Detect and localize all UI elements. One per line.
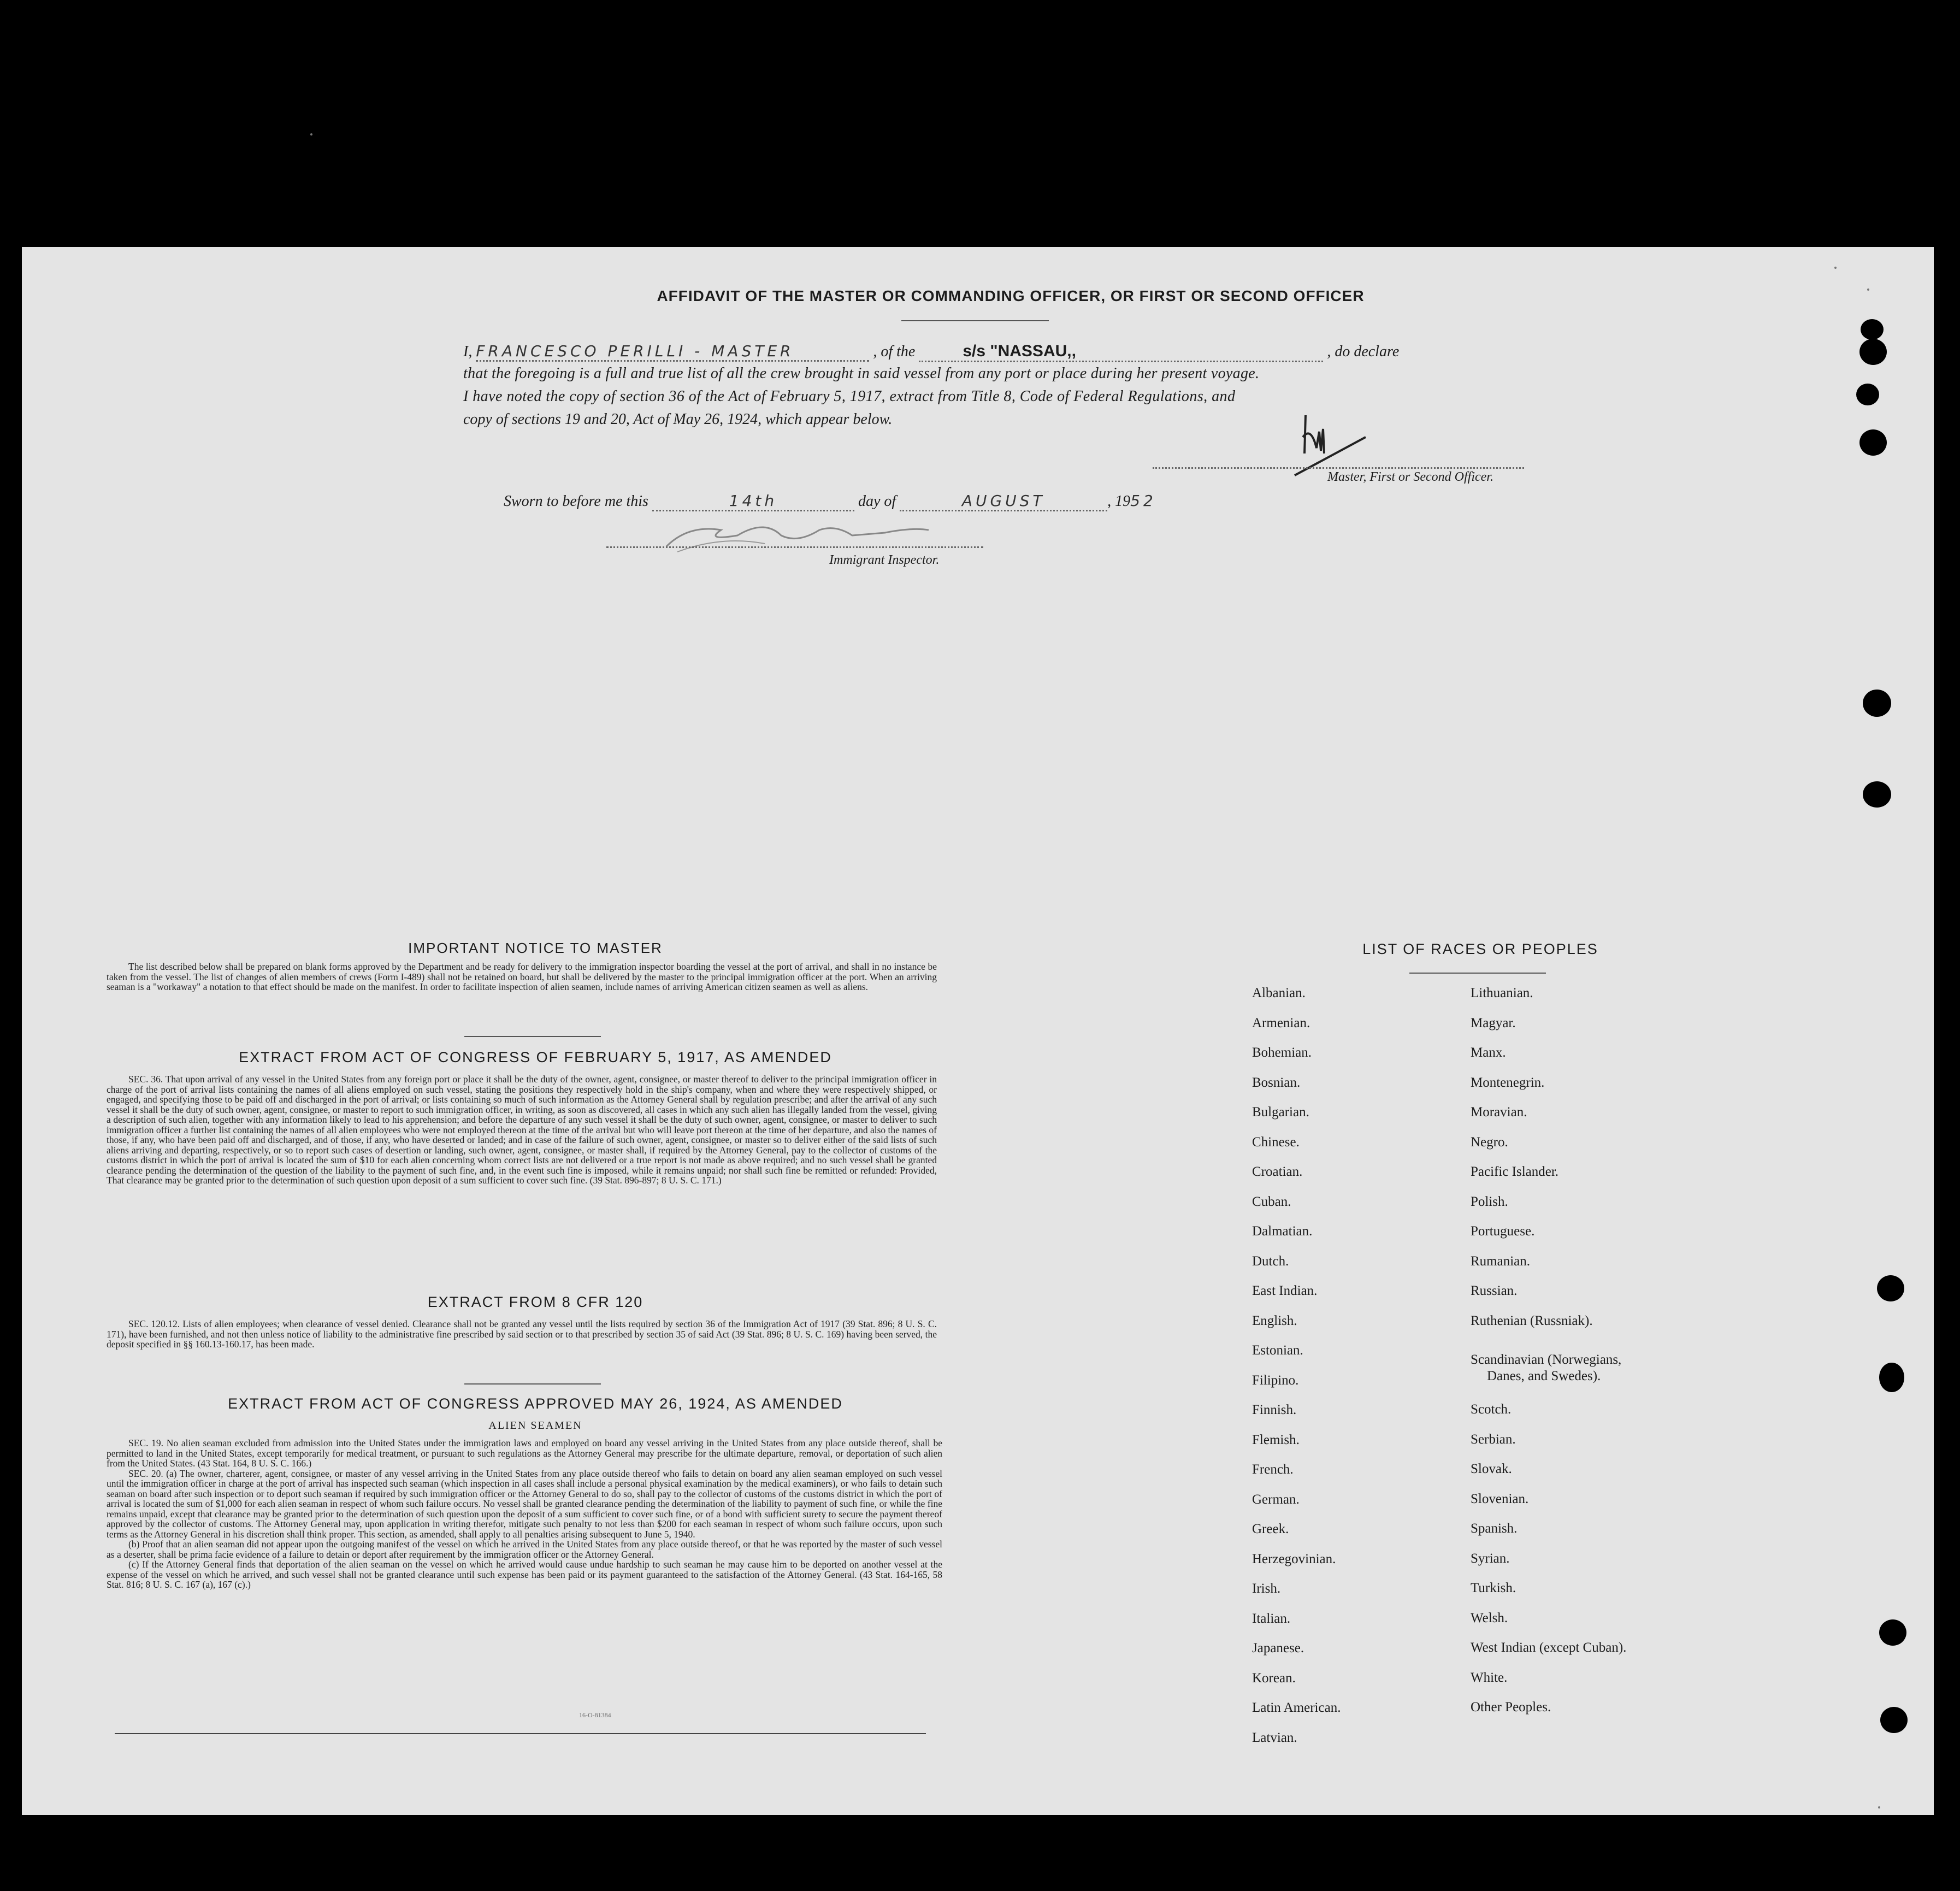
race-item: Filipino. — [1252, 1372, 1299, 1388]
race-item: Bohemian. — [1252, 1045, 1312, 1060]
declaration-line-2: that the foregoing is a full and true list of all the crew brought in said vessel from any port or place during her present voyage. — [463, 365, 1260, 382]
punch-hole — [1863, 781, 1891, 808]
scan-speck — [310, 133, 312, 136]
form-sheet — [22, 247, 1934, 1815]
race-item: Serbian. — [1471, 1431, 1516, 1447]
race-item: Polish. — [1471, 1194, 1508, 1209]
race-scandinavian-line2: Danes, and Swedes). — [1487, 1369, 1601, 1383]
notice-body — [107, 962, 937, 992]
extract2-rule — [464, 1383, 601, 1385]
of-the-label: , of the — [873, 343, 916, 360]
races-right-column-top — [1471, 986, 1593, 1343]
race-item: Manx. — [1471, 1045, 1506, 1060]
race-item: Montenegrin. — [1471, 1075, 1545, 1090]
extract3-sec19: SEC. 19. No alien seaman excluded from admission into the United States under the immigration laws and employed on board any vessel arriving in the United States from any place outside thereof, shall be permitted to land in the United States, except temporarily for medical treatment, or pursuant to such regulations as the Attorney General may prescribe for the ultimate departure, removal, or deportation of such alien from the United States. (43 Stat. 164, 8 U. S. C. 166.) — [107, 1438, 942, 1469]
vessel-name: s/s "NASSAU,, — [919, 342, 1323, 362]
race-item: Lithuanian. — [1471, 986, 1533, 1000]
race-item: Moravian. — [1471, 1105, 1527, 1120]
race-item: Japanese. — [1252, 1641, 1304, 1656]
race-item: Spanish. — [1471, 1521, 1518, 1536]
race-item: Herzegovinian. — [1252, 1551, 1336, 1566]
officer-caption: Master, First or Second Officer. — [1327, 470, 1493, 484]
title-rule — [901, 320, 1049, 321]
extract2-body — [107, 1319, 937, 1350]
sworn-label: Sworn to before me this — [504, 493, 648, 510]
race-item: Latin American. — [1252, 1700, 1341, 1715]
race-item: Finnish. — [1252, 1403, 1297, 1417]
extract2-title: EXTRACT FROM 8 CFR 120 — [427, 1294, 644, 1310]
race-item: Albanian. — [1252, 986, 1306, 1000]
race-item: Rumanian. — [1471, 1253, 1531, 1269]
scan-speck — [1834, 267, 1837, 269]
race-item: Cuban. — [1252, 1194, 1291, 1209]
extract3-subtitle: ALIEN SEAMEN — [488, 1419, 582, 1431]
races-scandinavian — [1471, 1352, 1621, 1385]
extract3-sec20c: (c) If the Attorney General finds that deportation of the alien seaman on the vessel on which he arrived would cause undue hardship to such seaman he may cause him to be deported on another vessel at the expense of the vessel on which he arrived, and such vessel shall not be granted clearance until such expense has been paid or its payment guaranteed to the satisfaction of the Attorney General. (43 Stat. 164-165, 58 Stat. 816; 8 U. S. C. 167 (a), 167 (c).) — [107, 1559, 942, 1590]
inspector-signature — [656, 514, 940, 557]
race-item: Latvian. — [1252, 1730, 1297, 1745]
race-item: East Indian. — [1252, 1283, 1318, 1298]
scan-speck — [1867, 288, 1869, 291]
extract3-sec20b: (b) Proof that an alien seaman did not appear upon the outgoing manifest of the vessel on which he arrived in the United States from any place outside thereof, or that he was reported by the master of such vessel as a deserter, shall be prima facie evidence of a failure to detain or deport after requirement by the immigration officer or the Attorney General. — [107, 1539, 942, 1560]
race-item: Slovenian. — [1471, 1491, 1529, 1506]
punch-hole — [1879, 1619, 1906, 1646]
scan-speck — [1878, 1806, 1880, 1808]
race-item: Welsh. — [1471, 1610, 1508, 1625]
race-item: Other Peoples. — [1471, 1700, 1551, 1715]
race-scandinavian-line1: Scandinavian (Norwegians, — [1471, 1352, 1622, 1367]
race-item: Scotch. — [1471, 1402, 1512, 1417]
race-item: Irish. — [1252, 1581, 1281, 1596]
race-item: Greek. — [1252, 1522, 1289, 1536]
race-item: Bosnian. — [1252, 1075, 1301, 1090]
extract1-text: SEC. 36. That upon arrival of any vessel in the United States from any foreign port or place it shall be the duty of the owner, agent, consignee, or master thereof to deliver to the principal immigration officer in charge of the port of arrival lists containing the names of all aliens employed on such vessel, stating the positions they respectively hold in the ship's company, when and where they were respectively shipped, or engaged, and specifying those to be paid off and discharged in the port of arrival; or lists containing so much of such information as the Attorney General shall by regulation prescribe; and after the arrival of any such vessel it shall be the duty of such owner, agent, consignee, or master to report to such immigration officer, in writing, as soon as discovered, all cases in which any such alien has illegally landed from the vessel, giving a description of such alien, together with any information likely to lead to his apprehension; and before the departure of any such vessel it shall be the duty of such owner, agent, consignee, or master to deliver to such immigration officer a further list containing the names of all alien employees who were not employed thereon at the time of the arrival but who will leave port thereon at the time of her departure, and also the names of those, if any, who have been paid off and discharged, and of those, if any, who have deserted or landed; and in case of the failure of such owner, agent, consignee, or master so to deliver either of the said lists of such aliens arriving and departing, respectively, or so to report such cases of desertion or landing, such owner, agent, consignee, or master shall, if required by the Attorney General, pay to the collector of customs of the customs district in which the port of arrival is located the sum of $10 for each alien concerning whom correct lists are not delivered or a true report is not made as above required; and no such vessel shall be granted clearance pending the determination of the question of the liability to the payment of such fine, and, in the event such fine is imposed, while it remains unpaid; nor shall such fine be remitted or refunded: Provided, That clearance may be granted prior to the determination of such question upon deposit of a sum sufficient to cover such fine. (39 Stat. 896-897; 8 U. S. C. 171.) — [107, 1074, 937, 1186]
day-of-label: day of — [858, 493, 896, 510]
bottom-rule — [115, 1733, 926, 1734]
punch-hole — [1880, 1707, 1908, 1733]
extract3-body — [107, 1438, 942, 1590]
punch-hole — [1859, 429, 1887, 456]
races-rule — [1409, 973, 1546, 974]
race-item: German. — [1252, 1492, 1300, 1507]
declaration-line-1 — [463, 342, 1528, 362]
race-item: Syrian. — [1471, 1551, 1510, 1566]
race-item: Pacific Islander. — [1471, 1164, 1559, 1179]
punch-hole — [1859, 339, 1887, 365]
race-item: Italian. — [1252, 1611, 1291, 1626]
race-item: Flemish. — [1252, 1432, 1300, 1447]
inspector-caption: Immigrant Inspector. — [829, 553, 940, 567]
declaration-line-4: copy of sections 19 and 20, Act of May 26, 1924, which appear below. — [463, 411, 893, 428]
notice-rule — [464, 1036, 601, 1037]
race-item: Russian. — [1471, 1283, 1518, 1298]
punch-hole — [1863, 690, 1891, 717]
race-item: Korean. — [1252, 1670, 1296, 1686]
races-left-column — [1252, 986, 1341, 1760]
punch-hole — [1877, 1275, 1904, 1301]
notice-text: The list described below shall be prepared on blank forms approved by the Department and be ready for delivery to the immigration inspector boarding the vessel at the port of arrival, and shall in no instance be taken from the vessel. The list of changes of alien members of crews (Form I-489) shall not be retained on board, but shall be delivered by the master to the principal immigration officer at the port. When an arriving seaman is a "workaway" a notation to that effect should be made on the manifest. In order to facilitate inspection of alien seamen, include names of arriving American citizen seamen as well as aliens. — [107, 961, 937, 992]
sworn-year: 52 — [1130, 492, 1156, 510]
extract1-title: EXTRACT FROM ACT OF CONGRESS OF FEBRUARY 5, 1917, AS AMENDED — [239, 1049, 832, 1065]
race-item: Bulgarian. — [1252, 1105, 1309, 1120]
declaration-line-3: I have noted the copy of section 36 of the Act of February 5, 1917, extract from Title 8, Code of Federal Regulations, and — [463, 388, 1236, 405]
race-item: Armenian. — [1252, 1015, 1310, 1030]
affidavit-title: AFFIDAVIT OF THE MASTER OR COMMANDING OFFICER, OR FIRST OR SECOND OFFICER — [657, 287, 1365, 304]
extract1-body — [107, 1074, 937, 1186]
i-label: I, — [463, 343, 473, 360]
races-title: LIST OF RACES OR PEOPLES — [1362, 941, 1598, 957]
race-item: Slovak. — [1471, 1462, 1512, 1476]
race-item: Chinese. — [1252, 1134, 1300, 1150]
race-item: West Indian (except Cuban). — [1471, 1640, 1627, 1655]
sworn-day: 14th — [652, 492, 854, 511]
extract3-title: EXTRACT FROM ACT OF CONGRESS APPROVED MAY 26, 1924, AS AMENDED — [228, 1395, 843, 1412]
declarant-name: FRANCESCO PERILLI - MASTER — [476, 342, 869, 362]
do-declare-label: , do declare — [1327, 343, 1400, 360]
race-item: Dalmatian. — [1252, 1224, 1313, 1239]
punch-hole — [1856, 384, 1879, 405]
sworn-line — [504, 492, 1156, 511]
race-item: Turkish. — [1471, 1581, 1516, 1595]
race-item: French. — [1252, 1462, 1294, 1477]
punch-hole — [1861, 319, 1884, 340]
race-item: English. — [1252, 1313, 1297, 1328]
print-mark: 16-O-81384 — [579, 1711, 611, 1719]
race-item: White. — [1471, 1670, 1508, 1685]
race-item: Portuguese. — [1471, 1224, 1535, 1239]
officer-signature-line — [1153, 467, 1524, 469]
year-prefix: , 19 — [1107, 493, 1131, 510]
sworn-month: AUGUST — [900, 492, 1107, 511]
race-item: Negro. — [1471, 1134, 1508, 1150]
extract3-sec20a: SEC. 20. (a) The owner, charterer, agent, consignee, or master of any vessel arriving in the United States from any place outside thereof who fails to detain on board any alien seaman employed on such vessel until the immigration officer in charge at the port of arrival has inspected such seaman (which inspection in all cases shall include a personal physical examination by the medical examiners), or who fails to detain such seaman on board after such inspection or to deport such seaman if required by such immigration officer or the Attorney General to do so, shall pay to the collector of customs of the customs district in which the port of arrival is located the sum of $1,000 for each alien seaman in respect of whom such failure occurs. No vessel shall be granted clearance pending the determination of the liability to payment of such fine, or while the fine remains unpaid, except that clearance may be granted prior to the determination of such question upon the deposit of a sum sufficient to cover such fine, or of a bond with sufficient surety to secure the payment thereof approved by the collector of customs. The Attorney General may, upon application in writing therefor, mitigate such penalty to not less than $200 for each seaman in respect of whom such failure occurs, upon such terms as the Attorney General in his discretion shall think proper. This section, as amended, shall apply to all penalties arising subsequent to June 5, 1940. — [107, 1468, 942, 1540]
punch-hole — [1879, 1363, 1904, 1392]
notice-title: IMPORTANT NOTICE TO MASTER — [408, 940, 663, 956]
extract2-text: SEC. 120.12. Lists of alien employees; when clearance of vessel denied. Clearance shall not be granted any vessel until the lists required by section 36 of the Immigration Act of 1917 (39 Stat. 896; 8 U. S. C. 171), have been furnished, and not then unless notice of liability to the administrative fine prescribed by said section or to that prescribed by section 35 of said Act (39 Stat. 896; 8 U. S. C. 169) having been served, the deposit specified in §§ 160.13-160.17, has been made. — [107, 1318, 937, 1350]
race-item: Dutch. — [1252, 1253, 1289, 1269]
race-item: Estonian. — [1252, 1343, 1303, 1358]
race-item: Croatian. — [1252, 1164, 1303, 1179]
inspector-signature-line — [606, 546, 983, 548]
race-item: Ruthenian (Russniak). — [1471, 1313, 1593, 1328]
race-item: Magyar. — [1471, 1015, 1516, 1030]
races-right-column-bottom — [1471, 1402, 1626, 1730]
